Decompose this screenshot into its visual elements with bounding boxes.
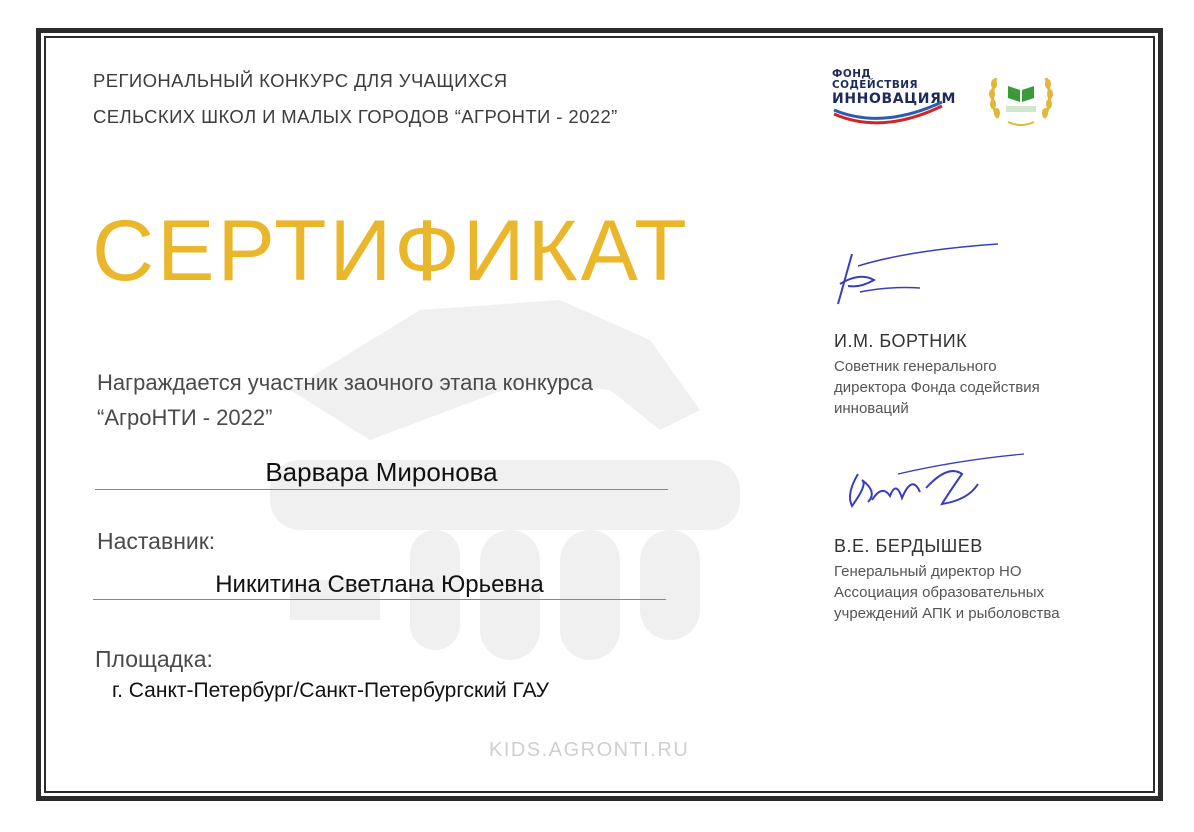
- signatory-1-role-line-2: директора Фонда содействия: [834, 379, 1040, 396]
- signatory-2-role-line-2: Ассоциация образовательных: [834, 584, 1045, 601]
- mentor-label: Наставник:: [97, 528, 216, 554]
- venue-label: Площадка:: [95, 646, 213, 672]
- website-link[interactable]: KIDS.AGRONTI.RU: [489, 739, 690, 761]
- header-line-1: РЕГИОНАЛЬНЫЙ КОНКУРС ДЛЯ УЧАЩИХСЯ: [93, 70, 508, 91]
- award-text-line-2: “АгроНТИ - 2022”: [97, 405, 273, 430]
- venue-value: г. Санкт-Петербург/Санкт-Петербургский ГАУ: [112, 679, 549, 702]
- signatory-2-role: [834, 561, 1060, 624]
- signatory-2-role-line-3: учреждений АПК и рыболовства: [834, 605, 1060, 622]
- signature-berdyshev: [838, 444, 1028, 524]
- recipient-underline: [95, 489, 668, 490]
- signatory-2-name: В.Е. БЕРДЫШЕВ: [834, 536, 983, 556]
- signatory-1-name: И.М. БОРТНИК: [834, 331, 968, 351]
- fund-logo: [832, 67, 956, 130]
- signatory-1-role-line-1: Советник генерального: [834, 358, 997, 375]
- signatory-1-role: [834, 356, 1040, 419]
- recipient-name: Варвара Миронова: [265, 457, 498, 487]
- header-line-2: СЕЛЬСКИХ ШКОЛ И МАЛЫХ ГОРОДОВ “АГРОНТИ - 2022”: [93, 106, 618, 127]
- wreath-book-icon: [986, 66, 1056, 130]
- fund-logo-line-2: ИННОВАЦИЯМ: [832, 91, 956, 107]
- signatory-1-role-line-3: инноваций: [834, 400, 909, 417]
- award-text-line-1: Награждается участник заочного этапа конкурса: [97, 370, 593, 395]
- signatory-2-role-line-1: Генеральный директор НО: [834, 563, 1022, 580]
- flag-swoosh-icon: [832, 98, 947, 128]
- mentor-underline: [93, 599, 666, 600]
- fund-logo-line-1: ФОНД СОДЕЙСТВИЯ: [832, 67, 919, 91]
- mentor-name: Никитина Светлана Юрьевна: [215, 571, 544, 598]
- signature-bortnik: [830, 236, 1005, 316]
- certificate-title: СЕРТИФИКАТ: [92, 203, 690, 299]
